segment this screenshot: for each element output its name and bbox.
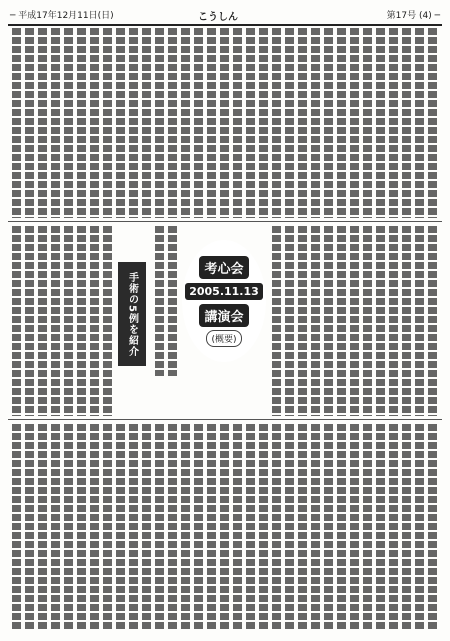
lecture-subtitle: 講演会: [199, 304, 248, 327]
article-text-block-top: [8, 28, 442, 218]
column-divider: [8, 221, 442, 222]
column-divider: [8, 419, 442, 420]
lecture-note: (概要): [206, 330, 241, 347]
lecture-date: 2005.11.13: [185, 283, 263, 300]
issue-number: 第17号 (4) ─: [386, 11, 440, 21]
issue-date: ─ 平成17年12月11日(日): [10, 11, 114, 21]
lecture-title: 考心会: [199, 256, 248, 279]
article-text-block-bottom: [8, 424, 442, 629]
newsletter-title: こうしん: [198, 12, 238, 23]
lecture-badge: [182, 240, 266, 362]
section-heading: 手術の5例を紹介: [118, 262, 146, 366]
page-header: [8, 4, 442, 26]
